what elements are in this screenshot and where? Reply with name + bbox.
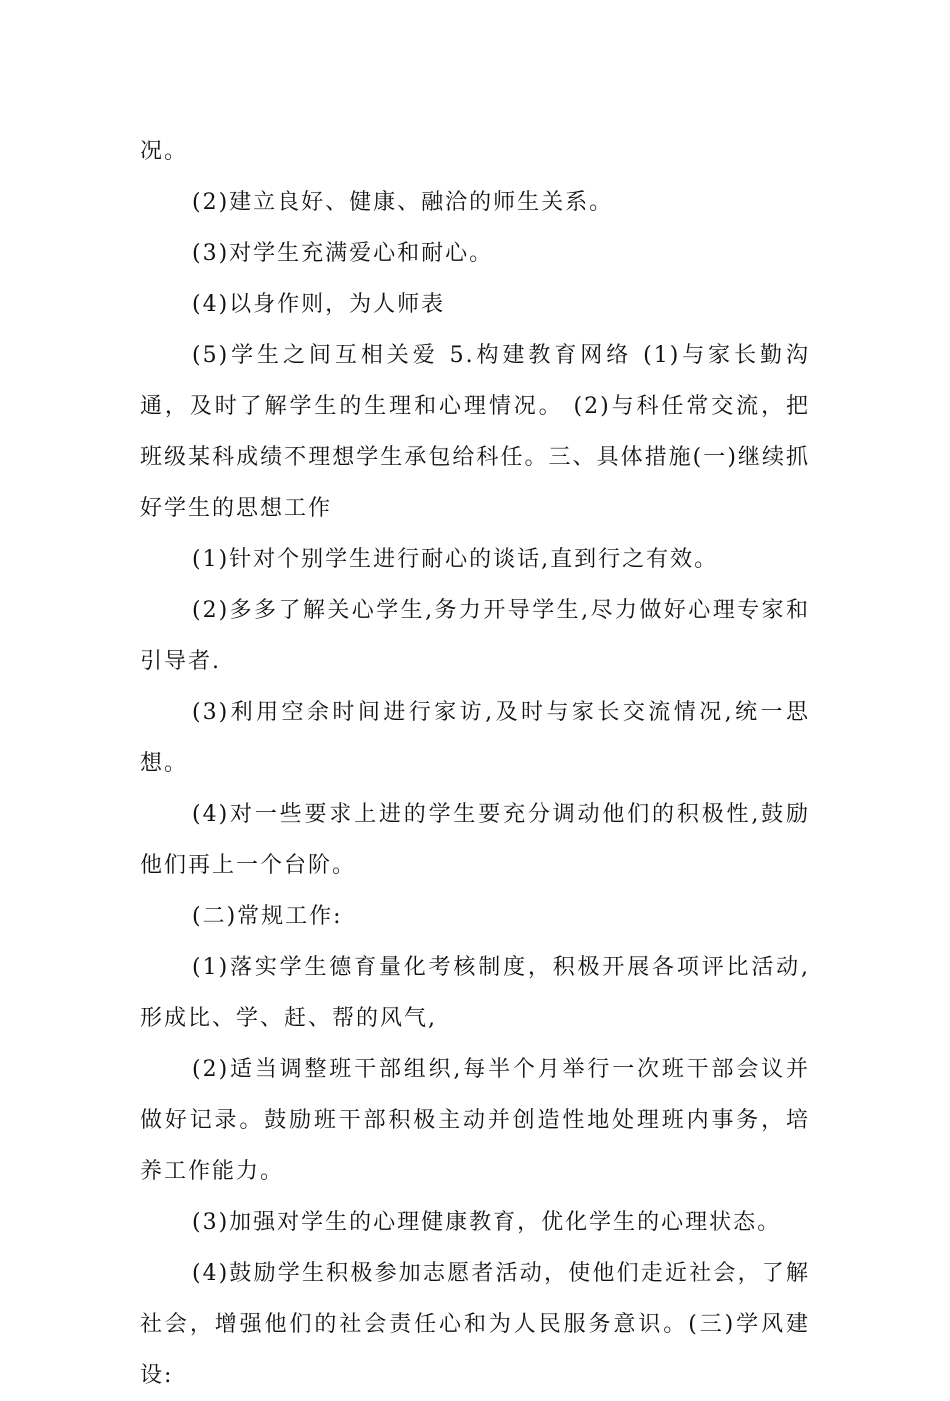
paragraph-item: (4)对一些要求上进的学生要充分调动他们的积极性,鼓励他们再上一个台阶。 [140,802,810,878]
paragraph-item: (5)学生之间互相关爱 5.构建教育网络 (1)与家长勤沟通，及时了解学生的生理和心理情况。 (2)与科任常交流，把班级某科成绩不理想学生承包给科任。三、具体措施(一)继续抓好学生的思想工作 [140,343,810,521]
paragraph-item: (3)对学生充满爱心和耐心。 [192,241,494,266]
paragraph-item: (4)鼓励学生积极参加志愿者活动，使他们走近社会，了解社会，增强他们的社会责任心和为人民服务意识。(三)学风建设: [140,1261,810,1388]
paragraph-continuation: 况。 [140,139,189,164]
paragraph-item: (4)以身作则，为人师表 [192,292,446,317]
section-heading: (二)常规工作: [192,904,343,929]
paragraph-item: (1)落实学生德育量化考核制度，积极开展各项评比活动,形成比、学、赶、帮的风气, [140,955,810,1031]
document-body [140,126,810,1401]
paragraph-item: (1)针对个别学生进行耐心的谈话,直到行之有效。 [192,547,719,572]
paragraph-item: (3)加强对学生的心理健康教育，优化学生的心理状态。 [192,1210,782,1235]
paragraph-item: (2)多多了解关心学生,务力开导学生,尽力做好心理专家和引导者. [140,598,810,674]
paragraph-item: (2)适当调整班干部组织,每半个月举行一次班干部会议并做好记录。鼓励班干部积极主动并创造性地处理班内事务，培养工作能力。 [140,1057,810,1184]
paragraph-item: (2)建立良好、健康、融洽的师生关系。 [192,190,614,215]
paragraph-item: (3)利用空余时间进行家访,及时与家长交流情况,统一思想。 [140,700,810,776]
